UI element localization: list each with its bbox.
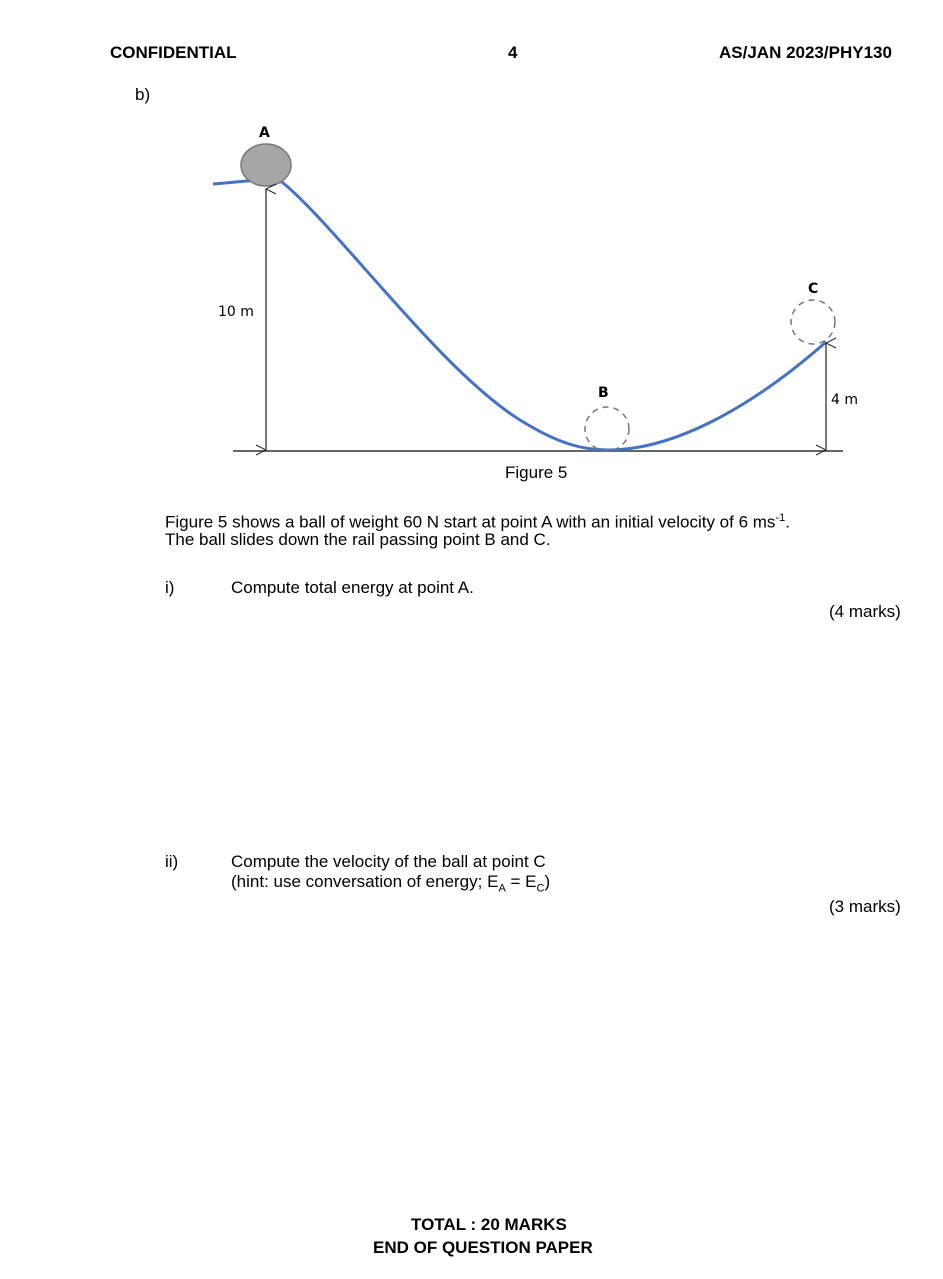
intro-line-1: Figure 5 shows a ball of weight 60 N start at point A with an initial velocity of 6 $ms^{-1}$. (165, 512, 790, 532)
question-i-text: Compute total energy at point A. (231, 578, 474, 597)
label-c: C (808, 281, 819, 297)
question-ii-hint: (hint: use conversation of energy; $E_A = E_C$) (231, 872, 551, 895)
question-i-number: i) (165, 578, 175, 597)
ball-a (241, 144, 291, 186)
ball-b-outline (585, 407, 629, 451)
label-a: A (259, 125, 270, 141)
intro-line-2: The ball slides down the rail passing point B and C. (165, 530, 551, 549)
label-height-c: 4 m (831, 392, 858, 408)
question-ii-number: ii) (165, 852, 179, 871)
label-b: B (598, 385, 609, 401)
label-height-a: 10 m (218, 304, 254, 320)
paper-code: AS/JAN 2023/PHY130 (719, 43, 892, 62)
question-i-marks: (4 marks) (829, 602, 901, 621)
figure-5-diagram (0, 0, 943, 500)
section-label: b) (135, 85, 151, 104)
question-ii-text: Compute the velocity of the ball at point C (231, 852, 546, 871)
total-marks: TOTAL : 20 MARKS (411, 1215, 567, 1234)
question-ii-marks: (3 marks) (829, 897, 901, 916)
rail-curve (213, 180, 826, 450)
header-confidential: CONFIDENTIAL (110, 43, 237, 62)
ball-c-outline (791, 300, 835, 344)
end-of-paper: END OF QUESTION PAPER (373, 1238, 593, 1257)
page-number: 4 (508, 43, 518, 62)
figure-caption: Figure 5 (505, 463, 568, 482)
